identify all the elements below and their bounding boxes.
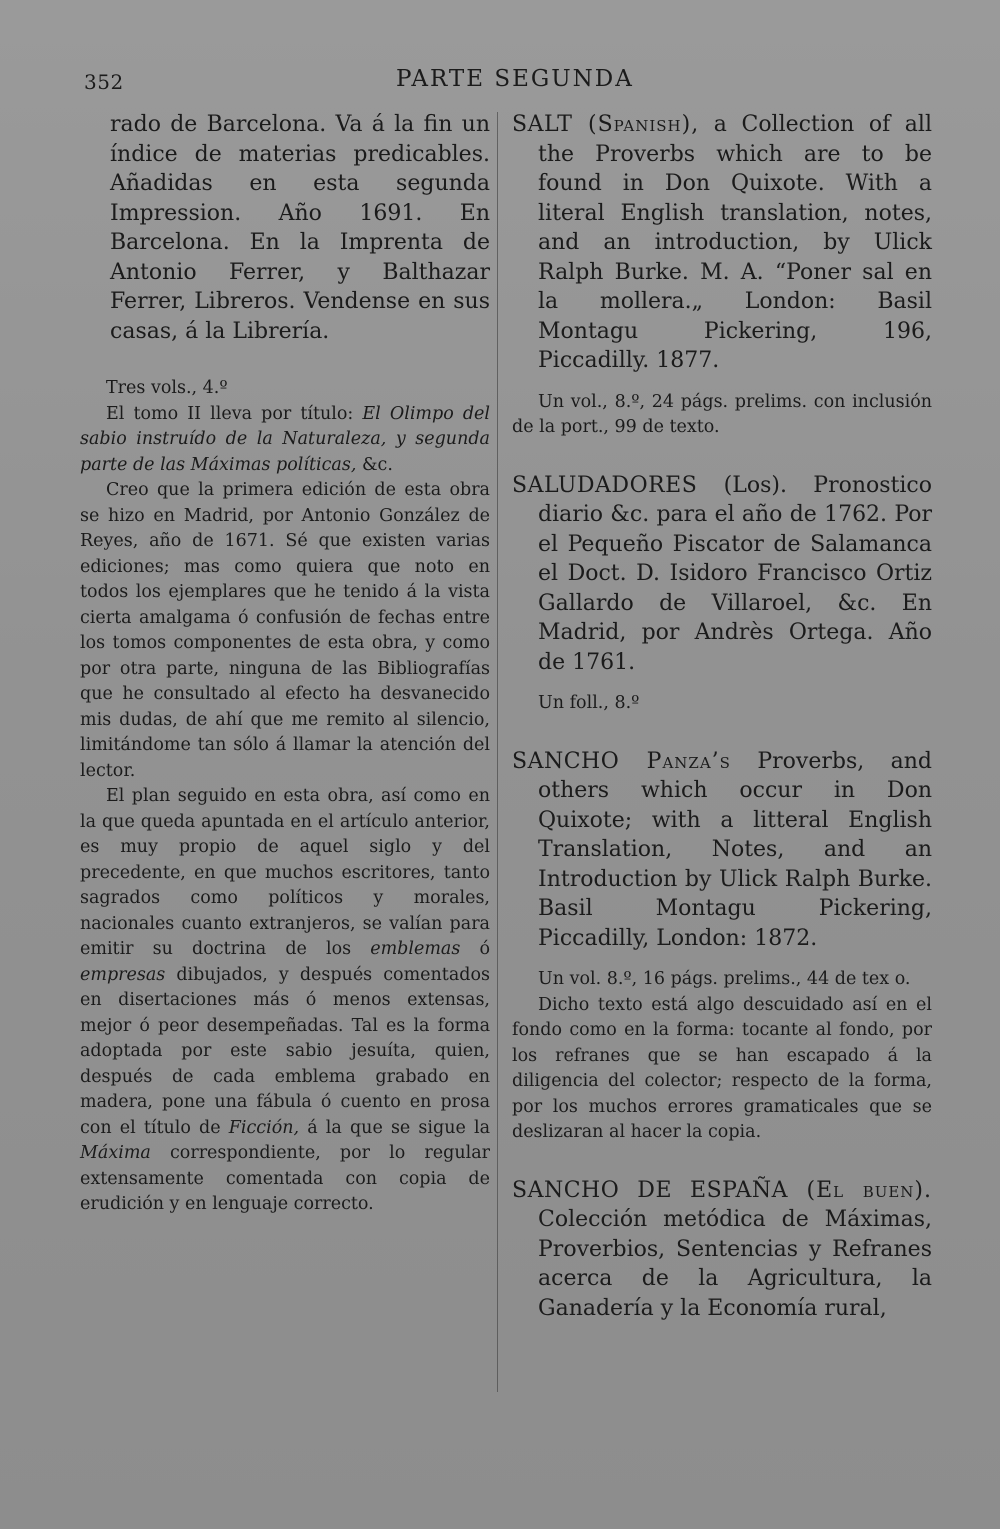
entry-note: Dicho texto está algo descuidado así en el fondo como en la forma: tocante al fondo, por los refranes que se han escapado á la diligencia del colector; respecto de la forma, por los muchos errores gramaticales que se deslizaran al hacer la copia. — [512, 994, 932, 1142]
page-header — [84, 66, 930, 100]
entry-sancho-panza — [512, 747, 932, 1146]
paragraph-2-text-d: á la que se sigue la — [299, 1117, 491, 1138]
entry-text — [512, 1176, 932, 1324]
entry-text — [512, 471, 932, 678]
page-number: 352 — [84, 70, 124, 94]
commentary-paragraph-1: Creo que la primera edición de esta obra se hizo en Madrid, por Antonio González de Reyes, año de 1671. Sé que existen varias ediciones; mas como quiera que noto en todos los ejemplares que he tenido á la vista cierta amalgama ó confusión de fechas entre los tomos componentes de esta obra, y como por otra parte, ninguna de las Bibliografías que he consultado al efecto ha desvanecido mis dudas, de ahí que me remito al silencio, limitándome tan sólo á llamar la atención del lector. — [80, 480, 490, 781]
column-divider — [497, 112, 498, 1392]
entry-note: Un vol. 8.º, 16 págs. prelims., 44 de tex o. — [538, 969, 911, 989]
commentary-paragraph-2 — [80, 784, 490, 1218]
entry-headword-extra: (Spanish), — [572, 112, 700, 137]
left-column — [80, 110, 490, 1218]
tomo-note — [80, 402, 490, 479]
tomo-note-suffix: &c. — [356, 454, 393, 475]
entry-headword-extra: (El buen). — [788, 1177, 933, 1203]
entry-saludadores — [512, 471, 932, 717]
paragraph-2-emphasis-1: emblemas — [370, 939, 461, 959]
tomo-note-title: El Olimpo del sabio instruído de la Naturaleza, y segunda parte de las Máximas políticas, — [80, 403, 490, 475]
volumes-note: Tres vols., 4.º — [106, 378, 228, 398]
entry-headword-extra: (Los). — [697, 472, 787, 498]
paragraph-2-text-e: correspondiente, por lo regular extensamente comentada con copia de erudición y en lenguaje correcto. — [80, 1143, 490, 1214]
entry-headword: SALUDADORES — [512, 472, 698, 498]
entry-text — [512, 110, 932, 376]
paragraph-2-emphasis-2: empresas — [80, 964, 166, 985]
entry-headword: SALT — [512, 112, 573, 137]
entry-note: Un vol., 8.º, 24 págs. prelims. con inclusión de la port., 99 de texto. — [512, 391, 932, 437]
paragraph-2-text-c: dibujados, y después comentados en disertaciones más ó menos extensas, mejor ó peor desempeñadas. Tal es la forma adoptada por este sabio jesuíta, quien, después de cada emblema grabado en madera, pone una fábula ó cuento en prosa con el título de — [80, 964, 490, 1138]
entry-headword: SANCHO — [512, 748, 620, 774]
entry-body: Proverbs, and others which occur in Don Quixote; with a litteral English Translation, Notes, and an Introduction by Ulick Ralph Burke. Basil Montagu Pickering, Piccadilly, London: 1872. — [538, 748, 933, 951]
paragraph-2-text-b: ó — [460, 939, 490, 959]
right-column — [512, 110, 932, 1323]
paragraph-2-text-a: El plan seguido en esta obra, así como en la que queda apuntada en el artículo anterior, es muy propio de aquel siglo y del precedente, en que muchos escritores, tanto sagrados como políticos y morales, nacionales cuanto extranjeros, se valían para emitir su doctrina de los — [80, 786, 490, 959]
entry-body: a Collection of all the Proverbs which are to be found in Don Quixote. With a literal English translation, notes, and an introduction, by Ulick Ralph Burke. M. A. “Poner sal en la mollera.„ London: Basil Montagu Pickering, 196, Piccadilly. 1877. — [538, 112, 932, 373]
entry-sancho-de-espana — [512, 1176, 932, 1324]
entry-headword-extra: Panza’s — [619, 748, 731, 774]
entry-body: Pronostico diario &c. para el año de 1762. Por el Pequeño Piscator de Salamanca el Doct. D. Isidoro Francisco Ortiz Gallardo de Villaroel, &c. En Madrid, por Andrès Ortega. Año de 1761. — [538, 472, 932, 675]
tomo-note-prefix: El tomo II lleva por título: — [106, 403, 363, 424]
entry-text — [512, 747, 932, 954]
entry-note: Un foll., 8.º — [538, 693, 640, 713]
entry-continuation: rado de Barcelona. Va á la fin un índice de materias predicables. Añadidas en esta segunda Impression. Año 1691. En Barcelona. En la Imprenta de Antonio Ferrer, y Balthazar Ferrer, Libreros. Vendense en sus casas, á la Librería. — [110, 112, 490, 344]
entry-headword: SANCHO DE ESPAÑA — [512, 1177, 788, 1203]
paragraph-2-emphasis-3: Ficción, — [228, 1117, 300, 1138]
entry-salt — [512, 110, 932, 441]
entry-body: Colección metódica de Máximas, Proverbios, Sentencias y Refranes acerca de la Agricultura, la Ganadería y la Economía rural, — [538, 1207, 932, 1321]
paragraph-2-emphasis-4: Máxima — [80, 1143, 151, 1163]
running-head: PARTE SEGUNDA — [396, 66, 634, 92]
